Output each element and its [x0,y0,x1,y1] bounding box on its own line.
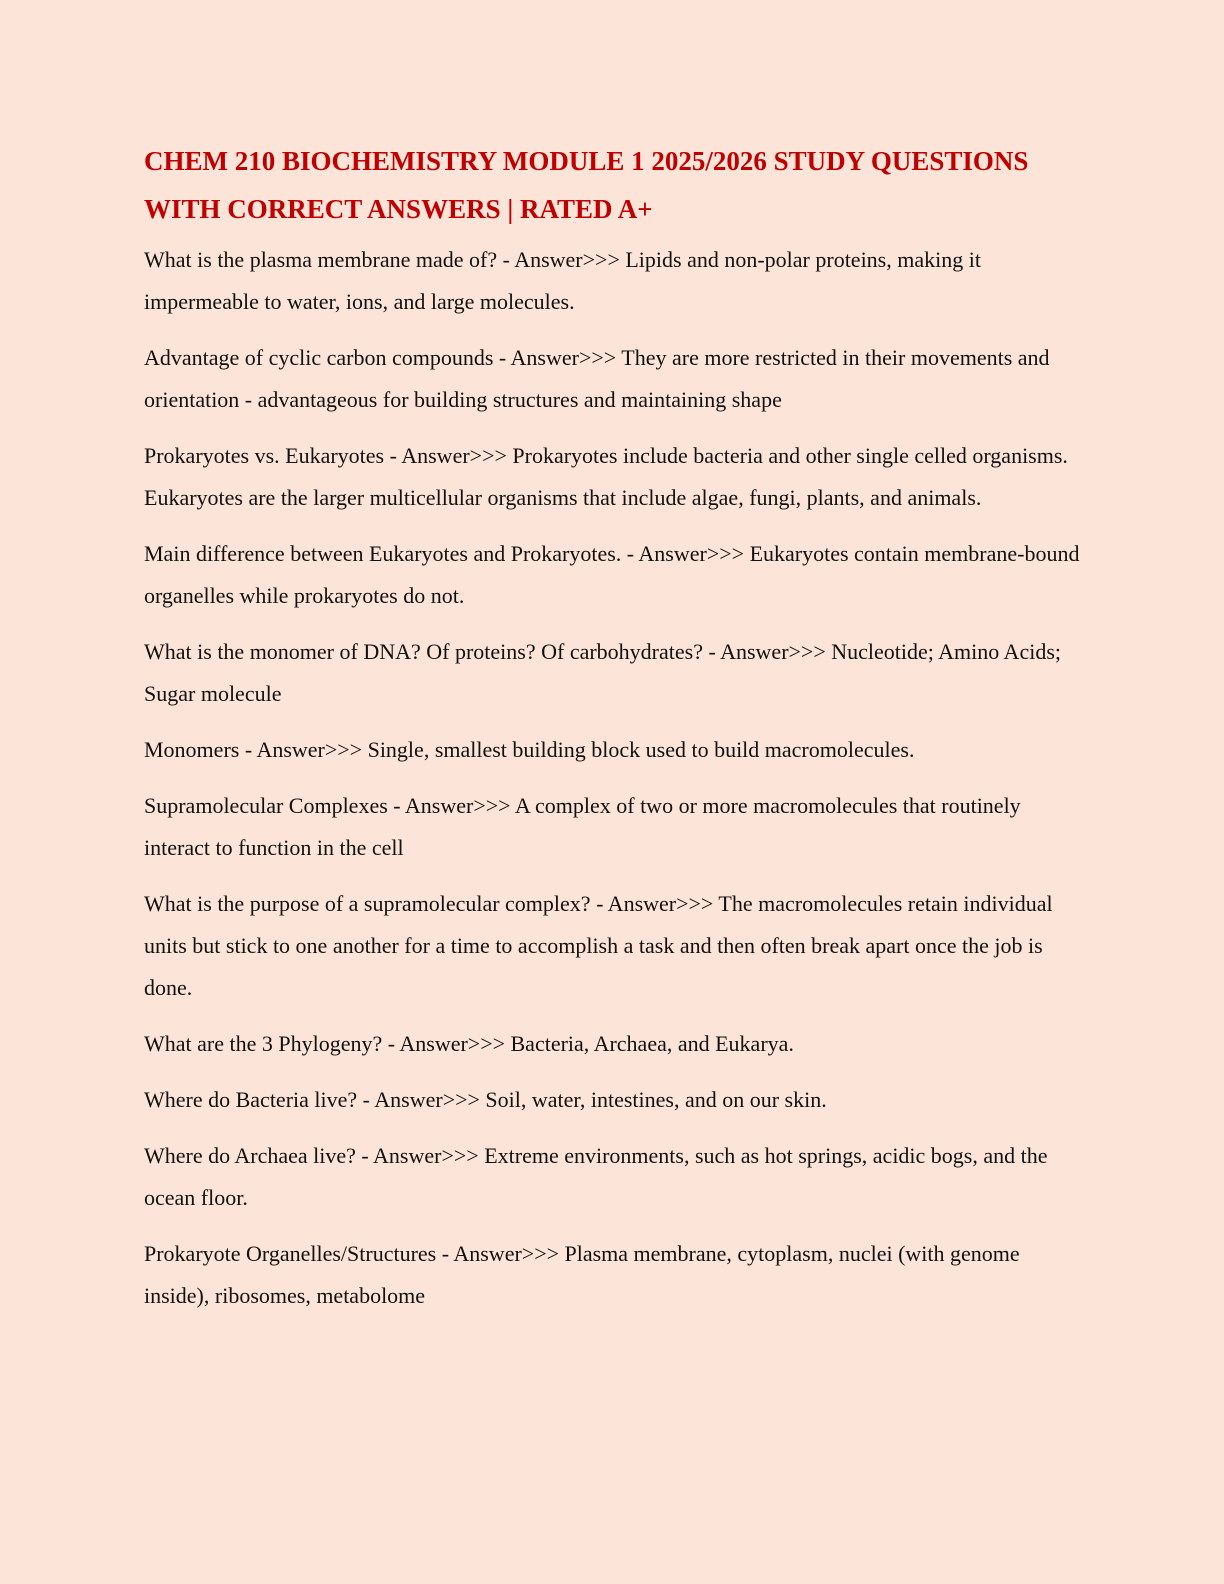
qa-entry: Prokaryotes vs. Eukaryotes - Answer>>> Prokaryotes include bacteria and other single celled organisms. Eukaryotes are the larger multicellular organisms that include algae, fungi, plants, and animals. [144,443,1068,510]
qa-entry: Advantage of cyclic carbon compounds - Answer>>> They are more restricted in their movements and orientation - advantageous for building structures and maintaining shape [144,345,1050,412]
qa-entry: Where do Archaea live? - Answer>>> Extreme environments, such as hot springs, acidic bogs, and the ocean floor. [144,1143,1048,1210]
qa-entry: Supramolecular Complexes - Answer>>> A complex of two or more macromolecules that routinely interact to function in the cell [144,793,1021,860]
qa-entry: What is the plasma membrane made of? - Answer>>> Lipids and non-polar proteins, making it impermeable to water, ions, and large molecules. [144,247,981,314]
qa-entry: Monomers - Answer>>> Single, smallest building block used to build macromolecules. [144,737,915,762]
qa-entry: Main difference between Eukaryotes and Prokaryotes. - Answer>>> Eukaryotes contain membrane-bound organelles while prokaryotes do not. [144,541,1080,608]
document-page [144,137,1084,1331]
qa-entry: What are the 3 Phylogeny? - Answer>>> Bacteria, Archaea, and Eukarya. [144,1031,794,1056]
qa-entry: Where do Bacteria live? - Answer>>> Soil, water, intestines, and on our skin. [144,1087,827,1112]
qa-list [144,239,1084,1317]
qa-entry: What is the monomer of DNA? Of proteins? Of carbohydrates? - Answer>>> Nucleotide; Amino Acids; Sugar molecule [144,639,1061,706]
qa-entry: What is the purpose of a supramolecular complex? - Answer>>> The macromolecules retain individual units but stick to one another for a time to accomplish a task and then often break apart once the job is done. [144,891,1053,1000]
qa-entry: Prokaryote Organelles/Structures - Answer>>> Plasma membrane, cytoplasm, nuclei (with genome inside), ribosomes, metabolome [144,1241,1020,1308]
document-title: CHEM 210 BIOCHEMISTRY MODULE 1 2025/2026 STUDY QUESTIONS WITH CORRECT ANSWERS | RATED A+ [144,146,1029,224]
